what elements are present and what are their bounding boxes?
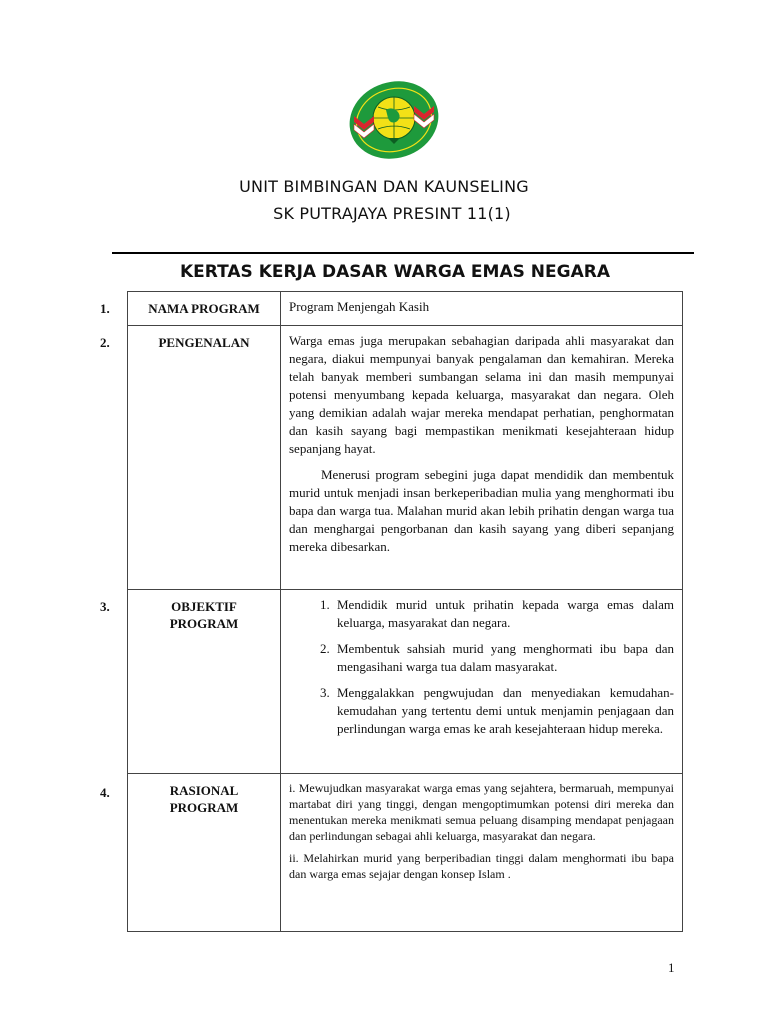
table-row: [128, 326, 683, 590]
rationale-cell: [281, 774, 683, 932]
label-line: OBJEKTIF: [171, 599, 237, 614]
table-row: [128, 292, 683, 326]
rationale-para1: i. Mewujudkan masyarakat warga emas yang sejahtera, bermaruah, mempunyai martabat diri yang tinggi, dengan mengoptimumkan potensi diri mereka dan menentukan mereka menikmati semua peluang disamping mendapat penjagaan dan perlindungan sebagai ahli keluarga, masyarakat dan negara.: [289, 781, 674, 843]
label-line: RASIONAL: [169, 783, 239, 798]
school-name: SK PUTRAJAYA PRESINT 11(1): [273, 204, 511, 223]
row-number: 2.: [100, 335, 110, 350]
document-title: KERTAS KERJA DASAR WARGA EMAS NEGARA: [180, 262, 610, 282]
program-table: [127, 291, 683, 932]
school-logo: [348, 80, 440, 160]
label-line: PROGRAM: [169, 616, 239, 631]
row-number: 1.: [100, 301, 110, 316]
introduction-para1: Warga emas juga merupakan sebahagian daripada ahli masyarakat dan negara, diakui mempunyai banyak pengalaman dan kemahiran. Mereka telah banyak memberi sumbangan selama ini dan masih mempunyai potensi menyumbang kepada keluarga, masyarakat dan negara. Oleh yang demikian adalah wajar mereka mendapat perhatian, penghormatan dan kasih sayang bagi mempastikan menikmati kesejahteraan hidup sepanjang hayat.: [289, 333, 674, 456]
row-label: NAMA PROGRAM: [128, 292, 281, 326]
introduction-cell: [281, 326, 683, 590]
row-label: [128, 590, 281, 774]
row-number: 4.: [100, 785, 110, 800]
row-label: [128, 774, 281, 932]
program-name-value: Program Menjengah Kasih: [281, 292, 683, 326]
label-line: PROGRAM: [169, 800, 239, 815]
objectives-list: [289, 596, 674, 738]
row-number: 3.: [100, 599, 110, 614]
table-row: [128, 590, 683, 774]
unit-name: UNIT BIMBINGAN DAN KAUNSELING: [239, 177, 529, 196]
list-item: 3. Menggalakkan pengwujudan dan menyediakan kemudahan-kemudahan yang tertentu demi untuk menjamin penjagaan dan perlindungan warga emas ke arah kesejahteraan hidup mereka.: [333, 684, 674, 738]
table-row: [128, 774, 683, 932]
rationale-para2: ii. Melahirkan murid yang berperibadian tinggi dalam menghormati ibu bapa dan warga emas sejajar dengan konsep Islam .: [289, 851, 674, 881]
introduction-para2: Menerusi program sebegini juga dapat mendidik dan membentuk murid untuk menjadi insan berkeperibadian mulia yang menghormati ibu bapa dan warga tua. Malahan murid akan lebih prihatin dengan warga tua dan menghargai pengorbanan dan kasih sayang yang diberi sepanjang mereka dibesarkan.: [289, 467, 674, 554]
objectives-cell: [281, 590, 683, 774]
list-item: 2. Membentuk sahsiah murid yang menghormati ibu bapa dan mengasihani warga tua dalam masyarakat.: [333, 640, 674, 676]
list-item: 1. Mendidik murid untuk prihatin kepada warga emas dalam keluarga, masyarakat dan negara.: [333, 596, 674, 632]
page-number: 1: [668, 960, 675, 975]
header-divider: [112, 252, 694, 254]
row-label: PENGENALAN: [128, 326, 281, 590]
